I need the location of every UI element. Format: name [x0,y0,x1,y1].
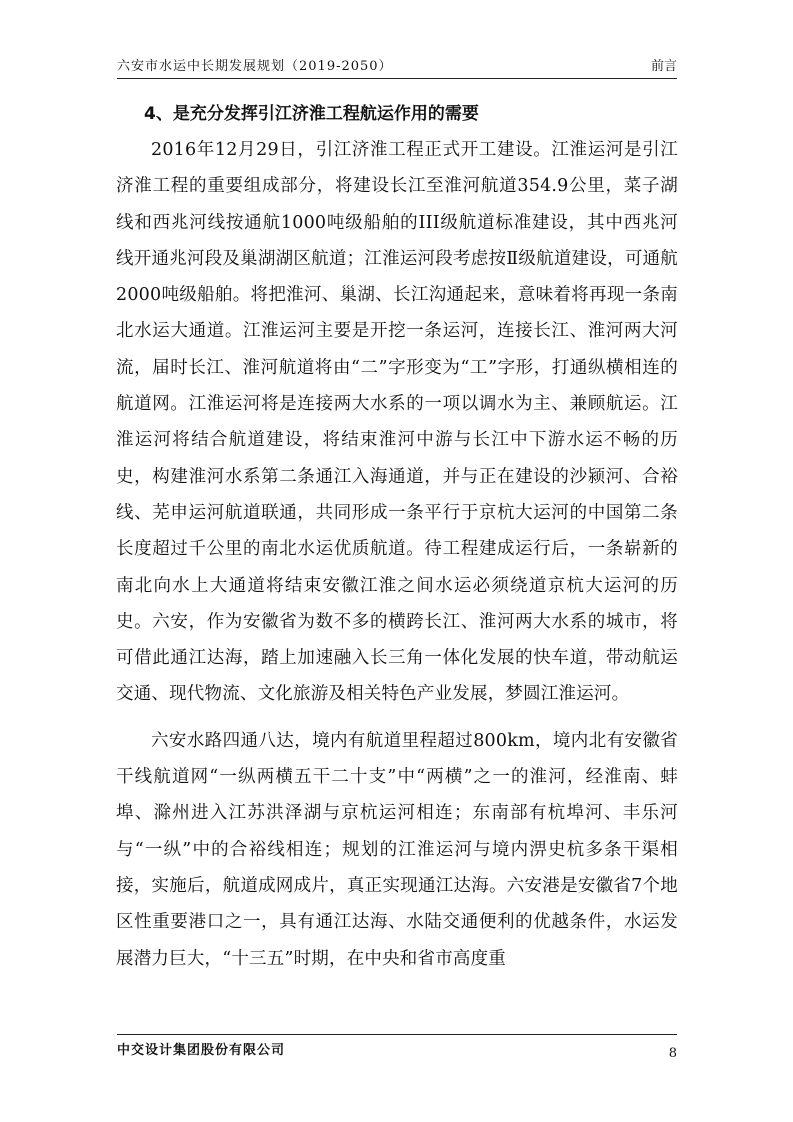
company-name: 中交设计集团股份有限公司 [117,1043,286,1058]
body-paragraph: 2016年12月29日，引江济淮工程正式开工建设。江淮运河是引江济淮工程的重要组成部分，将建设长江至淮河航道354.9公里，菜子湖线和西兆河线按通航1000吨级船舶的III级航道标准建设，其中西兆河线开通兆河段及巢湖湖区航道；江淮运河段考虑按Ⅱ级航道建设，可通航2000吨级船舶。将把淮河、巢湖、长江沟通起来，意味着将再现一条南北水运大通道。江淮运河主要是开挖一条运河，连接长江、淮河两大河流，届时长江、淮河航道将由“二”字形变为“工”字形，打通纵横相连的航道网。江淮运河将是连接两大水系的一项以调水为主、兼顾航运。江淮运河将结合航道建设，将结束淮河中游与长江中下游水运不畅的历史，构建淮河水系第二条通江入海通道，并与正在建设的沙颍河、合裕线、芜申运河航道联通，共同形成一条平行于京杭大运河的中国第二条长度超过千公里的南北水运优质航道。待工程建成运行后，一条崭新的南北向水上大通道将结束安徽江淮之间水运必须绕道京杭大运河的历史。六安，作为安徽省为数不多的横跨长江、淮河两大水系的城市，将可借此通江达海，踏上加速融入长三角一体化发展的快车道，带动航运交通、现代物流、文化旅游及相关特色产业发展，梦圆江淮运河。 [116,140,678,705]
page-number: 8 [668,1046,677,1061]
body-paragraph: 六安水路四通八达，境内有航道里程超过800km，境内北有安徽省干线航道网“一纵两横五干二十支”中“两横”之一的淮河，经淮南、蚌埠、滁州进入江苏洪泽湖与京杭运河相连；东南部有杭埠河、丰乐河与“一纵”中的合裕线相连；规划的江淮运河与境内淠史杭多条干渠相接，实施后，航道成网成片，真正实现通江达海。六安港是安徽省7个地区性重要港口之一，具有通江达海、水陆交通便利的优越条件，水运发展潜力巨大，“十三五”时期，在中央和省市高度重 [116,730,678,969]
header-divider [117,78,677,79]
page-header [117,55,677,77]
main-content [116,96,678,977]
footer-divider [117,1034,677,1035]
section-label: 前言 [650,59,677,74]
section-heading: 4、是充分发挥引江济淮工程航运作用的需要 [144,104,479,124]
document-title: 六安市水运中长期发展规划（2019-2050） [117,59,393,74]
